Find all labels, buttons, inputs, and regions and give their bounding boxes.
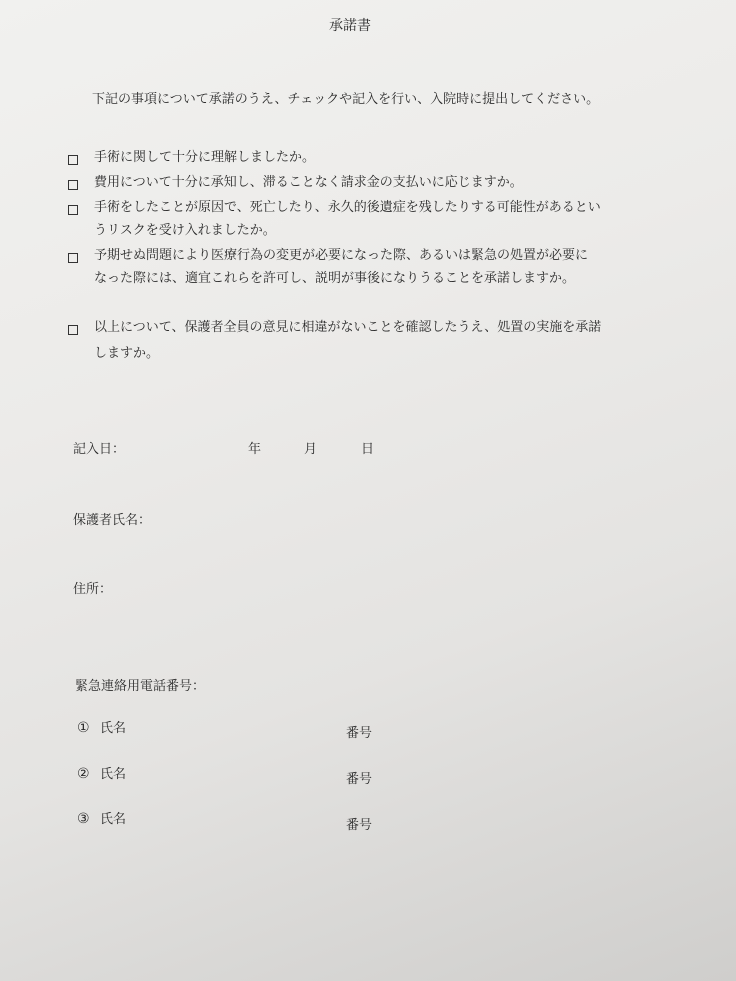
contact-3-number: ③ [77,811,90,827]
checkbox-guardian-agreement[interactable] [68,325,78,335]
document-title: 承諾書 [329,18,371,34]
date-label: 記入日： [73,442,126,457]
contact-1-name-label: 氏名 [100,721,127,736]
contact-1-number: ① [77,720,90,736]
checklist-item-3-line-1: 手術をしたことが原因で、死亡したり、永久的後遺症を残したりする可能性があるとい [94,200,601,215]
checklist-item-1-line-1: 手術に関して十分に理解しましたか。 [94,150,316,165]
contact-1-phone-label: 番号 [346,726,373,741]
emergency-contact-label: 緊急連絡用電話番号： [75,679,206,694]
checklist-item-5-line-1: 以上について、保護者全員の意見に相違がないことを確認したうえ、処置の実施を承諾 [94,320,602,335]
checkbox-accept-costs[interactable] [68,180,78,190]
address-label: 住所： [73,582,113,597]
checklist-item-2-line-1: 費用について十分に承知し、滞ることなく請求金の支払いに応じますか。 [94,175,523,190]
year-label: 年 [248,442,262,457]
contact-3-name-label: 氏名 [100,812,127,827]
contact-2-number: ② [77,766,90,782]
contact-2-phone-label: 番号 [346,772,373,787]
checklist-item-3-line-2: うリスクを受け入れましたか。 [94,223,276,238]
intro-text: 下記の事項について承諾のうえ、チェックや記入を行い、入院時に提出してください。 [92,92,600,107]
checkbox-accept-changes[interactable] [68,253,78,263]
month-label: 月 [304,442,318,457]
checkbox-understand-surgery[interactable] [68,155,78,165]
day-label: 日 [361,442,375,457]
contact-3-phone-label: 番号 [346,818,373,833]
checklist-item-5-line-2: しますか。 [94,346,160,361]
checklist-item-4-line-1: 予期せぬ問題により医療行為の変更が必要になった際、あるいは緊急の処置が必要に [94,248,589,263]
checkbox-accept-risk[interactable] [68,205,78,215]
contact-2-name-label: 氏名 [100,767,127,782]
checklist-item-4-line-2: なった際には、適宜これらを許可し、説明が事後になりうることを承諾しますか。 [94,271,576,286]
guardian-name-label: 保護者氏名： [73,513,152,528]
